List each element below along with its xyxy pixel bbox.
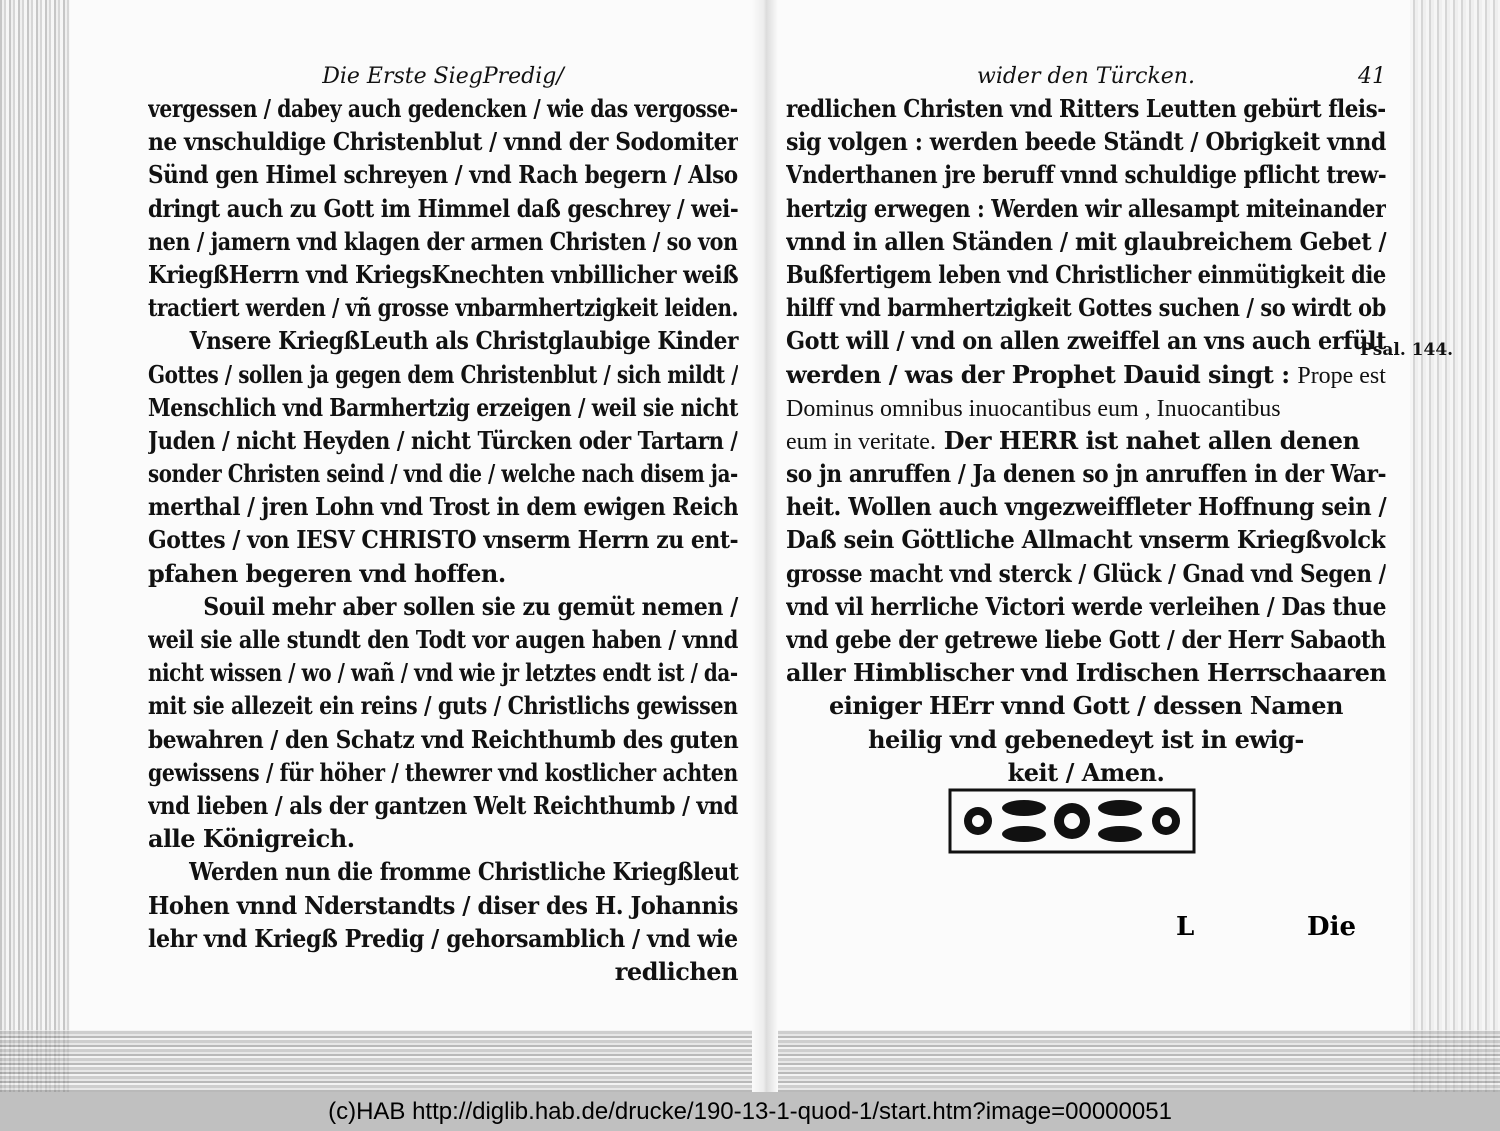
text-line-body: Werden nun die fromme Christliche Kriegßleut: [189, 857, 739, 887]
text-line: [786, 125, 1386, 158]
text-line-body: hilff vnd barmhertzigkeit Gottes suchen / so wirdt ob: [786, 293, 1386, 323]
text-line: [148, 855, 779, 888]
text-line-body: merthal / jren Lohn vnd Trost in dem ewigen Reich: [148, 492, 739, 522]
text-line: [786, 457, 1386, 490]
text-line: [786, 291, 1386, 324]
text-line-body: einiger HErr vnnd Gott / dessen Namen: [829, 691, 1343, 721]
text-line: [786, 424, 1386, 457]
text-line: [786, 225, 1386, 258]
text-line: [148, 358, 738, 391]
text-line-continuation: Der HERR ist nahet allen denen: [935, 425, 1360, 455]
right-page-text: [786, 92, 1386, 789]
text-line: [148, 590, 793, 623]
marginal-note: Psal. 144.: [1360, 340, 1454, 360]
bottom-page-edges: [0, 1030, 1500, 1092]
text-line-body: dringt auch zu Gott im Himmel daß geschrey / wei-: [148, 193, 739, 223]
right-page-edges: [1410, 0, 1500, 1092]
right-page: [786, 62, 1386, 789]
text-line-body: ne vnschuldige Christenblut / vnnd der Sodomiter: [148, 127, 739, 157]
text-line-body: Menschlich vnd Barmhertzig erzeigen / weil sie nicht: [148, 392, 738, 422]
text-line: [148, 258, 738, 291]
text-line-body: redlichen: [614, 956, 738, 986]
text-line: [148, 822, 738, 855]
source-footer: (c)HAB http://diglib.hab.de/drucke/190-13-1-quod-1/start.htm?image=00000051: [0, 1092, 1500, 1131]
text-line-body: alle Königreich.: [148, 824, 355, 854]
text-line: [148, 125, 738, 158]
text-line-body: vnnd in allen Ständen / mit glaubreichem Gebet /: [786, 226, 1387, 256]
text-line-body: werden / was der Prophet Dauid singt :: [786, 359, 1290, 389]
text-line-body: nicht wissen / wo / wañ / vnd wie jr letztes endt ist / da-: [148, 658, 738, 688]
book-gutter: [752, 0, 778, 1092]
text-line-body: redlichen Christen vnd Ritters Leutten gebürt fleis-: [786, 94, 1386, 123]
text-line-body: Souil mehr aber sollen sie zu gemüt nemen /: [203, 591, 738, 621]
text-line: [786, 324, 1386, 357]
left-page-edges: [0, 0, 70, 1092]
text-line: [148, 391, 738, 424]
text-line-body: so jn anruffen / Ja denen so jn anruffen in der War-: [786, 459, 1387, 489]
text-line: [148, 756, 738, 789]
text-line-body: Gott will / vnd on allen zweiffel an vns auch erfült: [786, 326, 1386, 356]
text-line: [148, 689, 738, 722]
text-line: [148, 158, 738, 191]
text-line-body: pfahen begeren vnd hoffen.: [148, 558, 506, 588]
text-line: [148, 457, 738, 490]
latin-quotation: Dominus omnibus inuocantibus eum , Inuocantibus: [786, 395, 1281, 422]
right-running-header: [786, 62, 1386, 92]
text-line: [148, 424, 738, 457]
text-line: [148, 192, 738, 225]
text-line-body: Vnsere KriegßLeuth als Christglaubige Kinder: [189, 326, 739, 356]
text-line-body: aller Himblischer vnd Irdischen Herrschaaren: [786, 658, 1386, 688]
text-line: [786, 756, 1386, 789]
text-line: [148, 557, 738, 590]
latin-quotation: eum in veritate.: [786, 428, 936, 455]
text-line-body: Gottes / von IESV CHRISTO vnserm Herrn zu ent-: [148, 525, 739, 555]
text-line-body: keit / Amen.: [1007, 757, 1165, 787]
text-line-body: Hohen vnnd Nderstandts / diser des H. Johannis: [148, 890, 738, 920]
left-running-header: [148, 62, 738, 92]
signature-line: [800, 912, 1360, 946]
text-line-body: vnd lieben / als der gantzen Welt Reichthumb / vnd: [148, 790, 739, 820]
text-line: [148, 922, 738, 955]
text-line: [148, 723, 738, 756]
printer-signature: L: [1176, 912, 1195, 942]
text-line: [786, 92, 1386, 125]
text-line: [786, 258, 1386, 291]
text-line-body: bewahren / den Schatz vnd Reichthumb des guten: [148, 724, 739, 754]
text-line-body: KriegßHerrn vnd KriegsKnechten vnbillicher weiß: [148, 259, 739, 289]
text-line-body: vergessen / dabey auch gedencken / wie das vergosse-: [148, 94, 738, 123]
text-line-body: tractiert werden / vñ grosse vnbarmhertzigkeit leiden.: [148, 293, 739, 323]
text-line-body: vnd vil herrliche Victori werde verleihen / Das thue: [786, 591, 1387, 621]
text-line: [786, 557, 1386, 590]
text-line: [786, 723, 1386, 756]
text-line: [148, 92, 738, 125]
text-line: [148, 490, 738, 523]
text-line: [786, 623, 1386, 656]
text-line-body: gewissens / für höher / thewrer vnd kostlicher achten: [148, 757, 738, 787]
text-line-body: Gottes / sollen ja gegen dem Christenblut / sich mildt /: [148, 359, 739, 389]
left-header-title: Die Erste SiegPredig/: [322, 64, 564, 89]
text-line: [786, 656, 1386, 689]
text-line-body: grosse macht vnd sterck / Glück / Gnad vnd Segen /: [786, 558, 1387, 588]
text-line-body: heilig vnd gebenedeyt ist in ewig-: [868, 724, 1304, 754]
text-line: [786, 490, 1386, 523]
text-line: [786, 523, 1386, 556]
text-line: [148, 889, 738, 922]
text-line: [148, 789, 738, 822]
text-line: [786, 158, 1386, 191]
text-line-body: heit. Wollen auch vngezweiffleter Hoffnung sein /: [786, 492, 1387, 522]
left-page-text: [148, 92, 738, 988]
text-line: [148, 955, 738, 988]
left-page: [148, 62, 738, 988]
text-line-body: weil sie alle stundt den Todt vor augen haben / vnnd: [148, 625, 738, 654]
text-line-body: Bußfertigem leben vnd Christlicher einmütigkeit die: [786, 259, 1386, 289]
text-line-body: sonder Christen seind / vnd die / welche nach disem ja-: [148, 459, 738, 489]
text-line-body: sig volgen : werden beede Ständt / Obrigkeit vnnd: [786, 127, 1386, 157]
page-number: 41: [1358, 64, 1386, 89]
text-line: [148, 656, 738, 689]
text-line-body: Juden / nicht Heyden / nicht Türcken oder Tartarn /: [148, 425, 738, 455]
text-line-body: Sünd gen Himel schreyen / vnd Rach begern / Also: [148, 160, 738, 190]
text-line-body: lehr vnd Kriegß Predig / gehorsamblich / vnd wie: [148, 923, 738, 953]
text-line-body: Vnderthanen jre beruff vnnd schuldige pflicht trew-: [786, 160, 1387, 190]
text-line: [786, 391, 1386, 424]
text-line: [148, 291, 738, 324]
latin-quotation: Prope est: [1297, 362, 1386, 389]
ornament-vignette-icon: [948, 788, 1196, 854]
text-line-body: mit sie allezeit ein reins / guts / Christlichs gewissen: [148, 691, 738, 721]
text-line: [786, 689, 1386, 722]
text-line: [786, 358, 1386, 391]
text-line: [148, 623, 738, 656]
catchword: Die: [1307, 912, 1356, 942]
text-line-body: nen / jamern vnd klagen der armen Christen / so von: [148, 226, 738, 256]
text-line: [148, 324, 780, 357]
text-line: [786, 590, 1386, 623]
text-line: [148, 225, 738, 258]
text-line-body: hertzig erwegen : Werden wir allesampt miteinander: [786, 193, 1386, 223]
text-line: [148, 523, 738, 556]
right-header-title: wider den Türcken.: [977, 64, 1195, 89]
text-line-body: Daß sein Göttliche Allmacht vnserm Kriegßvolck: [786, 525, 1386, 555]
text-line-body: vnd gebe der getrewe liebe Gott / der Herr Sabaoth: [786, 625, 1386, 654]
text-line: [786, 192, 1386, 225]
